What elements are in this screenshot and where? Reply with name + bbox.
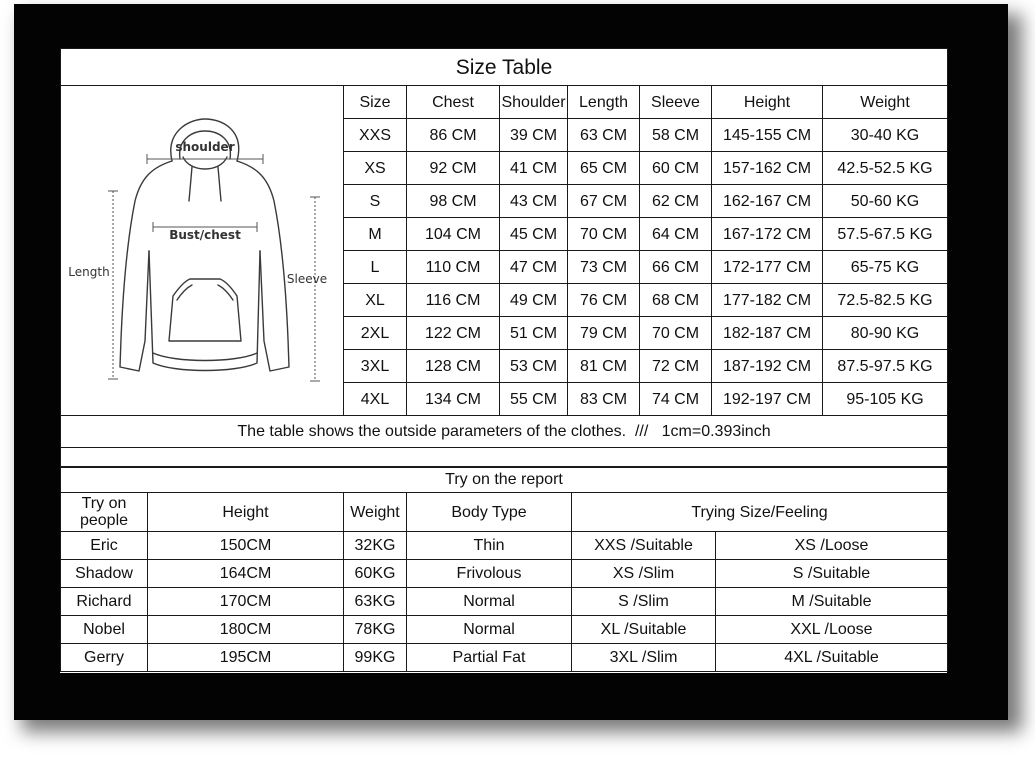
size-cell: XL [344,284,407,317]
report-row [61,560,948,588]
sleeve-cell: 68 CM [640,284,712,317]
hem-line [153,353,257,361]
shoulder-cell: 43 CM [500,185,568,218]
height-cell: 170CM [148,588,344,616]
height-cell: 192-197 CM [712,383,823,416]
length-cell: 83 CM [568,383,640,416]
sleeve-cell: 58 CM [640,119,712,152]
shoulder-cell: 41 CM [500,152,568,185]
weight-cell: 57.5-67.5 KG [823,218,948,251]
drawstring-right [218,167,221,201]
report-header-weight: Weight [344,493,407,532]
try-on-report-table [60,466,948,672]
height-cell: 150CM [148,532,344,560]
size-header-weight: Weight [823,86,948,119]
size-header-height: Height [712,86,823,119]
height-cell: 180CM [148,616,344,644]
weight-cell: 32KG [344,532,407,560]
height-cell: 162-167 CM [712,185,823,218]
body-type-cell: Normal [407,588,572,616]
report-row [61,644,948,672]
report-header-person: Try on people [61,493,148,532]
length-cell: 70 CM [568,218,640,251]
weight-cell: 95-105 KG [823,383,948,416]
height-cell: 177-182 CM [712,284,823,317]
length-cell: 79 CM [568,317,640,350]
weight-cell: 50-60 KG [823,185,948,218]
height-cell: 172-177 CM [712,251,823,284]
weight-cell: 65-75 KG [823,251,948,284]
drawstring-left [189,167,192,201]
trying-size-2-cell: XS /Loose [716,532,948,560]
chest-cell: 92 CM [407,152,500,185]
size-header-chest: Chest [407,86,500,119]
size-header-size: Size [344,86,407,119]
shoulder-cell: 39 CM [500,119,568,152]
left-sleeve-outline [120,161,172,371]
body-type-cell: Partial Fat [407,644,572,672]
sleeve-cell: 64 CM [640,218,712,251]
shoulder-cell: 45 CM [500,218,568,251]
chest-cell: 98 CM [407,185,500,218]
size-cell: L [344,251,407,284]
shoulder-cell: 47 CM [500,251,568,284]
person-cell: Eric [61,532,148,560]
hoodie-diagram [65,101,340,401]
length-cell: 65 CM [568,152,640,185]
shoulder-cell: 53 CM [500,350,568,383]
trying-size-2-cell: 4XL /Suitable [716,644,948,672]
weight-cell: 42.5-52.5 KG [823,152,948,185]
height-cell: 182-187 CM [712,317,823,350]
length-label: Length [67,264,110,279]
pocket-outline [169,279,241,341]
length-cell: 73 CM [568,251,640,284]
weight-cell: 80-90 KG [823,317,948,350]
person-cell: Gerry [61,644,148,672]
hoodie-diagram-cell [61,86,344,416]
sleeve-cell: 70 CM [640,317,712,350]
sleeve-cell: 72 CM [640,350,712,383]
report-title: Try on the report [61,467,948,493]
trying-size-1-cell: XXS /Suitable [572,532,716,560]
report-row [61,532,948,560]
right-sleeve-outline [237,161,289,371]
height-cell: 167-172 CM [712,218,823,251]
sleeve-cell: 62 CM [640,185,712,218]
trying-size-1-cell: S /Slim [572,588,716,616]
body-type-cell: Thin [407,532,572,560]
report-header-body-type: Body Type [407,493,572,532]
size-cell: 4XL [344,383,407,416]
weight-cell: 72.5-82.5 KG [823,284,948,317]
size-chart-sheet [60,48,947,673]
chest-label: Bust/chest [168,227,241,242]
chest-cell: 110 CM [407,251,500,284]
height-cell: 145-155 CM [712,119,823,152]
size-header-shoulder: Shoulder [500,86,568,119]
body-type-cell: Frivolous [407,560,572,588]
trying-size-1-cell: XL /Suitable [572,616,716,644]
person-cell: Richard [61,588,148,616]
height-cell: 164CM [148,560,344,588]
body-type-cell: Normal [407,616,572,644]
sleeve-cell: 74 CM [640,383,712,416]
weight-cell: 99KG [344,644,407,672]
length-cell: 81 CM [568,350,640,383]
weight-cell: 78KG [344,616,407,644]
conversion-note: The table shows the outside parameters of the clothes. /// 1cm=0.393inch [61,416,948,448]
report-header-height: Height [148,493,344,532]
height-cell: 157-162 CM [712,152,823,185]
person-cell: Shadow [61,560,148,588]
chest-cell: 134 CM [407,383,500,416]
chest-cell: 128 CM [407,350,500,383]
trying-size-2-cell: S /Suitable [716,560,948,588]
shoulder-label: shoulder [174,139,235,154]
sleeve-label: Sleeve [286,271,327,286]
trying-size-1-cell: XS /Slim [572,560,716,588]
body-outline [149,251,260,371]
report-row [61,616,948,644]
size-cell: 3XL [344,350,407,383]
trying-size-2-cell: XXL /Loose [716,616,948,644]
shoulder-cell: 55 CM [500,383,568,416]
weight-cell: 87.5-97.5 KG [823,350,948,383]
length-cell: 76 CM [568,284,640,317]
shoulder-cell: 49 CM [500,284,568,317]
length-cell: 63 CM [568,119,640,152]
person-cell: Nobel [61,616,148,644]
chest-cell: 116 CM [407,284,500,317]
spacer-row [61,448,948,468]
weight-cell: 30-40 KG [823,119,948,152]
size-header-length: Length [568,86,640,119]
length-cell: 67 CM [568,185,640,218]
trying-size-1-cell: 3XL /Slim [572,644,716,672]
sleeve-cell: 60 CM [640,152,712,185]
chest-cell: 104 CM [407,218,500,251]
height-cell: 187-192 CM [712,350,823,383]
chest-cell: 86 CM [407,119,500,152]
height-cell: 195CM [148,644,344,672]
size-cell: 2XL [344,317,407,350]
weight-cell: 63KG [344,588,407,616]
size-cell: S [344,185,407,218]
report-header-trying: Trying Size/Feeling [572,493,948,532]
size-cell: M [344,218,407,251]
report-row [61,588,948,616]
sleeve-cell: 66 CM [640,251,712,284]
shoulder-cell: 51 CM [500,317,568,350]
size-table-title: Size Table [61,49,948,86]
size-table [60,48,948,468]
size-cell: XS [344,152,407,185]
chest-cell: 122 CM [407,317,500,350]
weight-cell: 60KG [344,560,407,588]
trying-size-2-cell: M /Suitable [716,588,948,616]
size-header-sleeve: Sleeve [640,86,712,119]
size-cell: XXS [344,119,407,152]
